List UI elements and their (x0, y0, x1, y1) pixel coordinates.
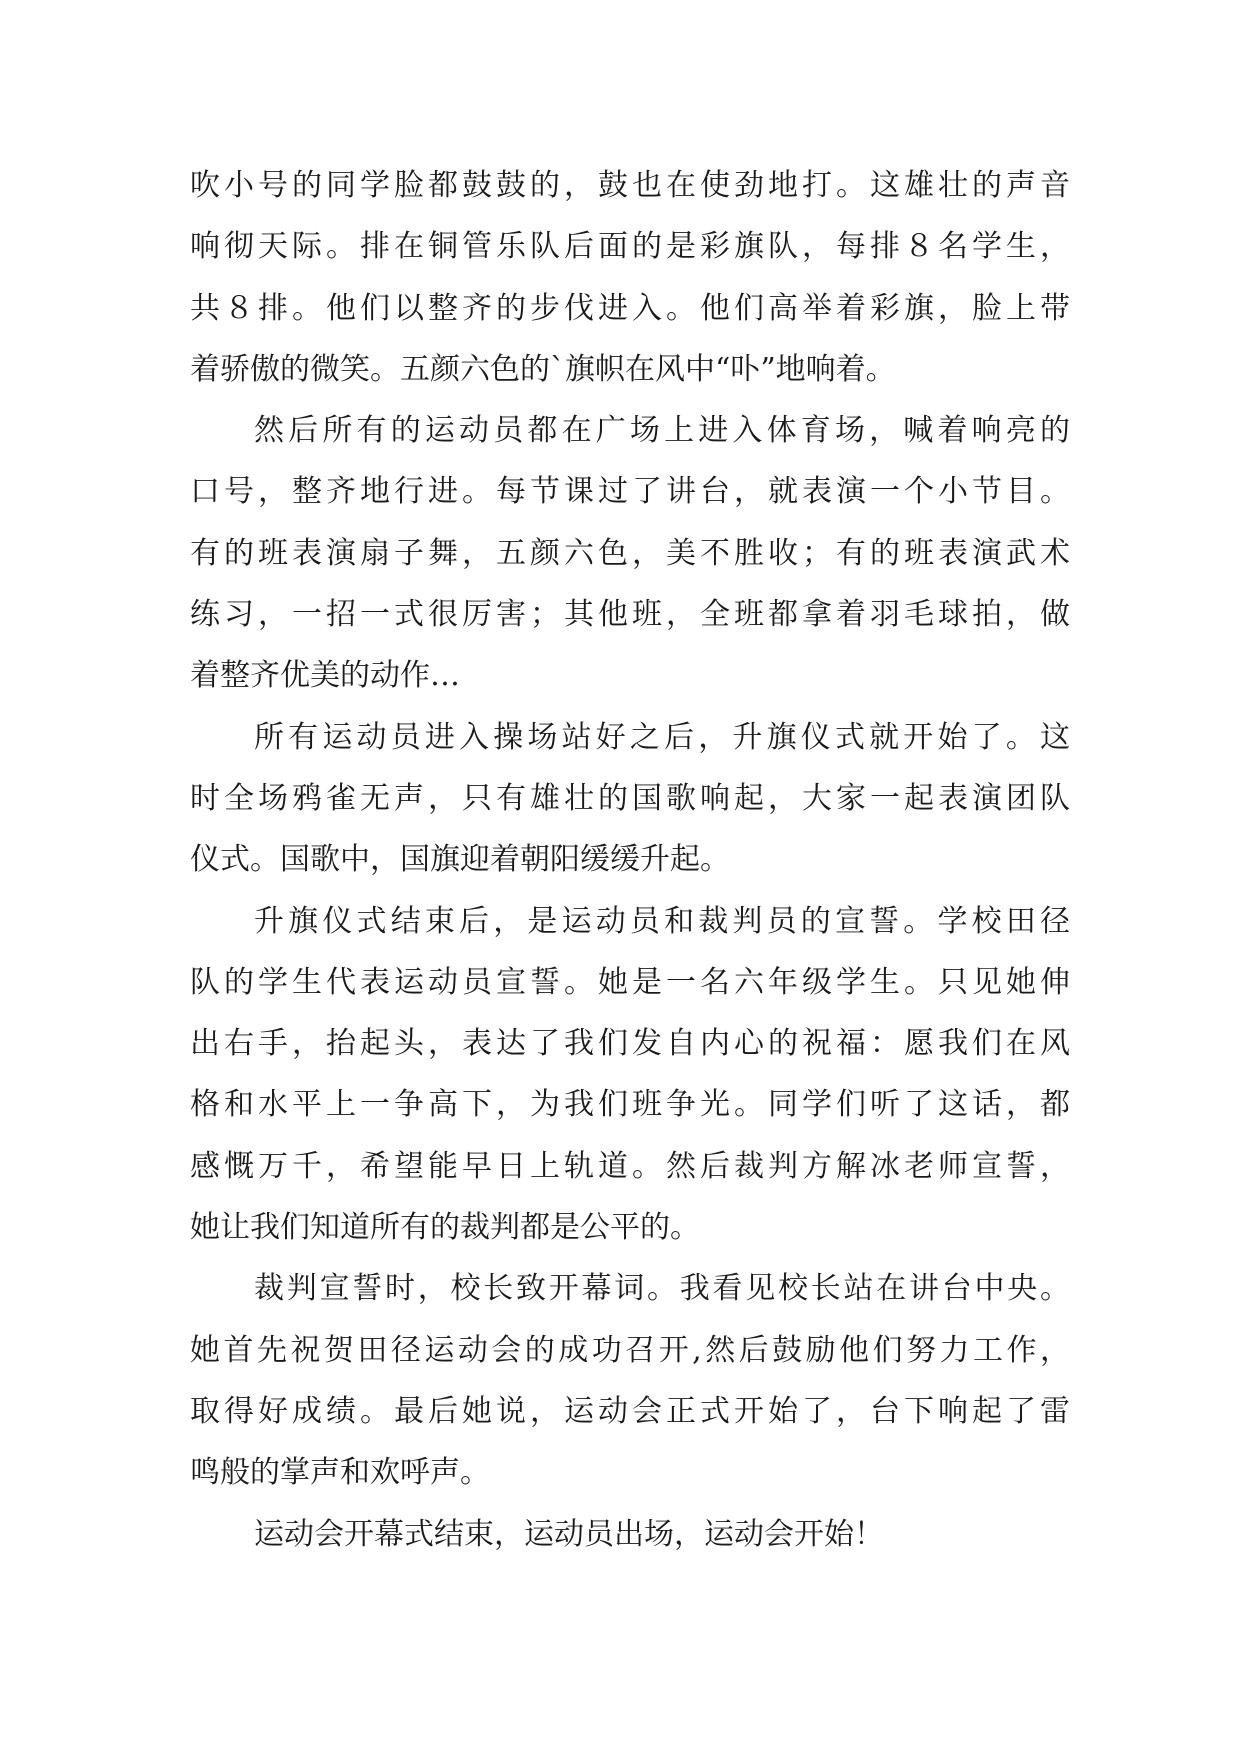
text-line: 响彻天际。排在铜管乐队后面的是彩旗队，每排８名学生， (190, 229, 1070, 265)
text-line: 吹小号的同学脸都鼓鼓的，鼓也在使劲地打。这雄壮的声音 (190, 168, 1070, 203)
text-line: 感慨万千，希望能早日上轨道。然后裁判方解冰老师宣誓， (190, 1148, 1070, 1184)
text-line: 她首先祝贺田径运动会的成功召开,然后鼓励他们努力工作， (190, 1332, 1070, 1368)
text-line: 出右手，抬起头，表达了我们发自内心的祝福：愿我们在风 (190, 1026, 1070, 1062)
text-line: 裁判宣誓时，校长致开幕词。我看见校长站在讲台中央。 (254, 1271, 1070, 1307)
text-line: 取得好成绩。最后她说，运动会正式开始了，台下响起了雷 (190, 1393, 1070, 1429)
text-line: 所有运动员进入操场站好之后，升旗仪式就开始了。这 (254, 719, 1070, 755)
text-line: 队的学生代表运动员宣誓。她是一名六年级学生。只见她伸 (190, 964, 1070, 1000)
text-line: 鸣般的掌声和欢呼声。 (190, 1455, 490, 1491)
text-line: 时全场鸦雀无声，只有雄壮的国歌响起，大家一起表演团队 (190, 780, 1070, 816)
text-line: 运动会开幕式结束，运动员出场，运动会开始！ (254, 1516, 884, 1552)
text-line: 她让我们知道所有的裁判都是公平的。 (190, 1210, 700, 1246)
text-line: 有的班表演扇子舞，五颜六色，美不胜收；有的班表演武术 (190, 535, 1070, 571)
text-line: 仪式。国歌中，国旗迎着朝阳缓缓升起。 (190, 842, 730, 878)
text-line: 口号，整齐地行进。每节课过了讲台，就表演一个小节目。 (190, 474, 1070, 510)
text-line: 然后所有的运动员都在广场上进入体育场，喊着响亮的 (254, 413, 1070, 449)
essay-body (190, 155, 1070, 1565)
text-line: 着骄傲的微笑。五颜六色的`旗帜在风中“卟”地响着。 (190, 351, 896, 387)
text-line: 共８排。他们以整齐的步伐进入。他们高举着彩旗，脸上带 (190, 290, 1070, 326)
text-line: 练习，一招一式很厉害；其他班，全班都拿着羽毛球拍，做 (190, 597, 1070, 633)
text-line: 格和水平上一争高下，为我们班争光。同学们听了这话，都 (190, 1087, 1070, 1123)
text-line: 着整齐优美的动作… (190, 658, 460, 694)
text-line: 升旗仪式结束后，是运动员和裁判员的宣誓。学校田径 (254, 903, 1070, 939)
